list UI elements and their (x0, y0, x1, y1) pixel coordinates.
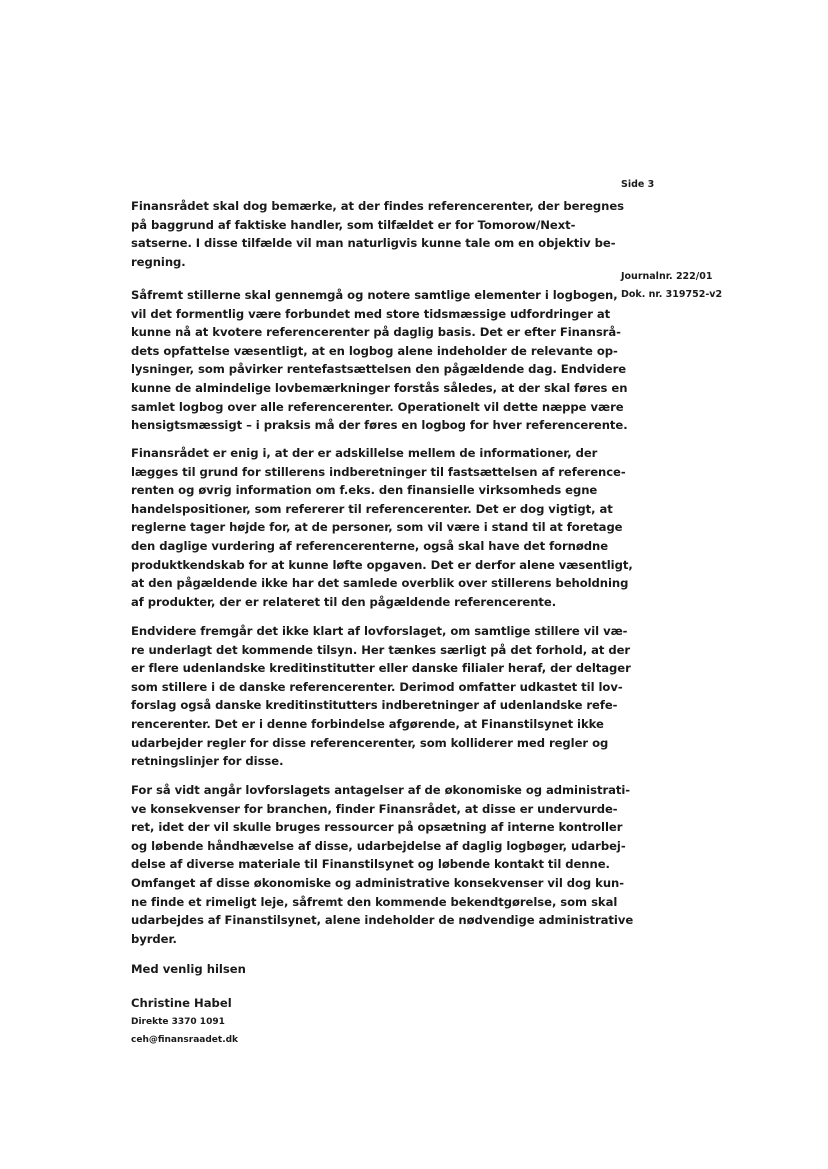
paragraph (131, 622, 631, 771)
text-line: delse af diverse materiale til Finanstilsynet og løbende kontakt til denne. (131, 857, 610, 872)
text-line: forslag også danske kreditinstitutters indberetninger af udenlandske refe- (131, 698, 618, 713)
closing-phrase: Med venlig hilsen (131, 962, 246, 976)
signature-email[interactable]: ceh@finansraadet.dk (131, 1035, 239, 1045)
text-line: ret, idet der vil skulle bruges ressourcer på opsætning af interne kontroller (131, 820, 623, 835)
text-line: ne finde et rimeligt leje, såfremt den kommende bekendtgørelse, som skal (131, 894, 618, 909)
text-line: er flere udenlandske kreditinstitutter eller danske filialer heraf, der deltager (131, 661, 631, 676)
text-line: at den pågældende ikke har det samlede overblik over stillerens beholdning (131, 576, 629, 591)
text-line: For så vidt angår lovforslagets antagelser af de økonomiske og administrati- (131, 783, 631, 797)
text-line: handelspositioner, som refererer til referencerenter. Det er dog vigtigt, at (131, 501, 613, 516)
text-line: rencerenter. Det er i denne forbindelse afgørende, at Finanstilsynet ikke (131, 716, 604, 731)
text-line: af produkter, der er relateret til den pågældende referencerente. (131, 594, 557, 609)
text-line: byrder. (131, 931, 177, 946)
text-line: som stillere i de danske referencerenter. Derimod omfatter udkastet til lov- (131, 679, 623, 694)
signature-phone: Direkte 3370 1091 (131, 1017, 225, 1027)
paragraph (131, 286, 628, 435)
text-line: ve konsekvenser for branchen, finder Finansrådet, at disse er undervurde- (131, 801, 618, 816)
text-line: på baggrund af faktiske handler, som tilfældet er for Tomorow/Next- (131, 217, 576, 232)
text-line: satserne. I disse tilfælde vil man naturligvis kunne tale om en objektiv be- (131, 236, 616, 251)
journal-number: Journalnr. 222/01 (621, 271, 713, 282)
reference-block (621, 268, 722, 304)
text-line: lysninger, som påvirker rentefastsættelsen den pågældende dag. Endvidere (131, 362, 627, 377)
text-line: regning. (131, 254, 186, 269)
paragraph (131, 444, 633, 611)
text-line: kunne nå at kvotere referencerenter på daglig basis. Det er efter Finansrå- (131, 325, 621, 340)
text-line: og løbende håndhævelse af disse, udarbejdelse af daglig logbøger, udarbej- (131, 838, 626, 853)
text-line: samlet logbog over alle referencerenter. Operationelt vil dette næppe være (131, 399, 624, 414)
page-number: Side 3 (621, 179, 655, 190)
text-line: reglerne tager højde for, at de personer, som vil være i stand til at foretage (131, 520, 623, 535)
text-line: den daglige vurdering af referencerenterne, også skal have det fornødne (131, 538, 609, 553)
text-line: retningslinjer for disse. (131, 754, 284, 769)
text-line: udarbejder regler for disse referencerenter, som kolliderer med regler og (131, 735, 609, 750)
text-line: renten og øvrig information om f.eks. den finansielle virksomheds egne (131, 483, 598, 498)
text-line: udarbejdes af Finanstilsynet, alene indeholder de nødvendige administrative (131, 913, 634, 928)
paragraph (131, 197, 624, 271)
document-number: Dok. nr. 319752-v2 (621, 289, 723, 300)
text-line: Såfremt stillerne skal gennemgå og notere samtlige elementer i logbogen, (131, 288, 618, 302)
text-line: Finansrådet skal dog bemærke, at der findes referencerenter, der beregnes (131, 199, 625, 213)
text-line: kunne de almindelige lovbemærkninger forstås således, at der skal føres en (131, 380, 628, 395)
paragraph (131, 781, 633, 948)
text-line: hensigtsmæssigt – i praksis må der føres en logbog for hver referencerente. (131, 418, 628, 433)
text-line: lægges til grund for stillerens indberetninger til fastsættelsen af reference- (131, 464, 626, 479)
text-line: Finansrådet er enig i, at der er adskillelse mellem de informationer, der (131, 446, 598, 460)
text-line: Endvidere fremgår det ikke klart af lovforslaget, om samtlige stillere vil væ- (131, 624, 628, 638)
signature-name: Christine Habel (131, 996, 232, 1010)
text-line: dets opfattelse væsentligt, at en logbog alene indeholder de relevante op- (131, 343, 618, 358)
text-line: produktkendskab for at kunne løfte opgaven. Det er derfor alene væsentligt, (131, 557, 633, 572)
text-line: vil det formentlig være forbundet med store tidsmæssige udfordringer at (131, 306, 611, 321)
text-line: re underlagt det kommende tilsyn. Her tænkes særligt på det forhold, at der (131, 642, 631, 657)
text-line: Omfanget af disse økonomiske og administrative konsekvenser vil dog kun- (131, 875, 624, 890)
